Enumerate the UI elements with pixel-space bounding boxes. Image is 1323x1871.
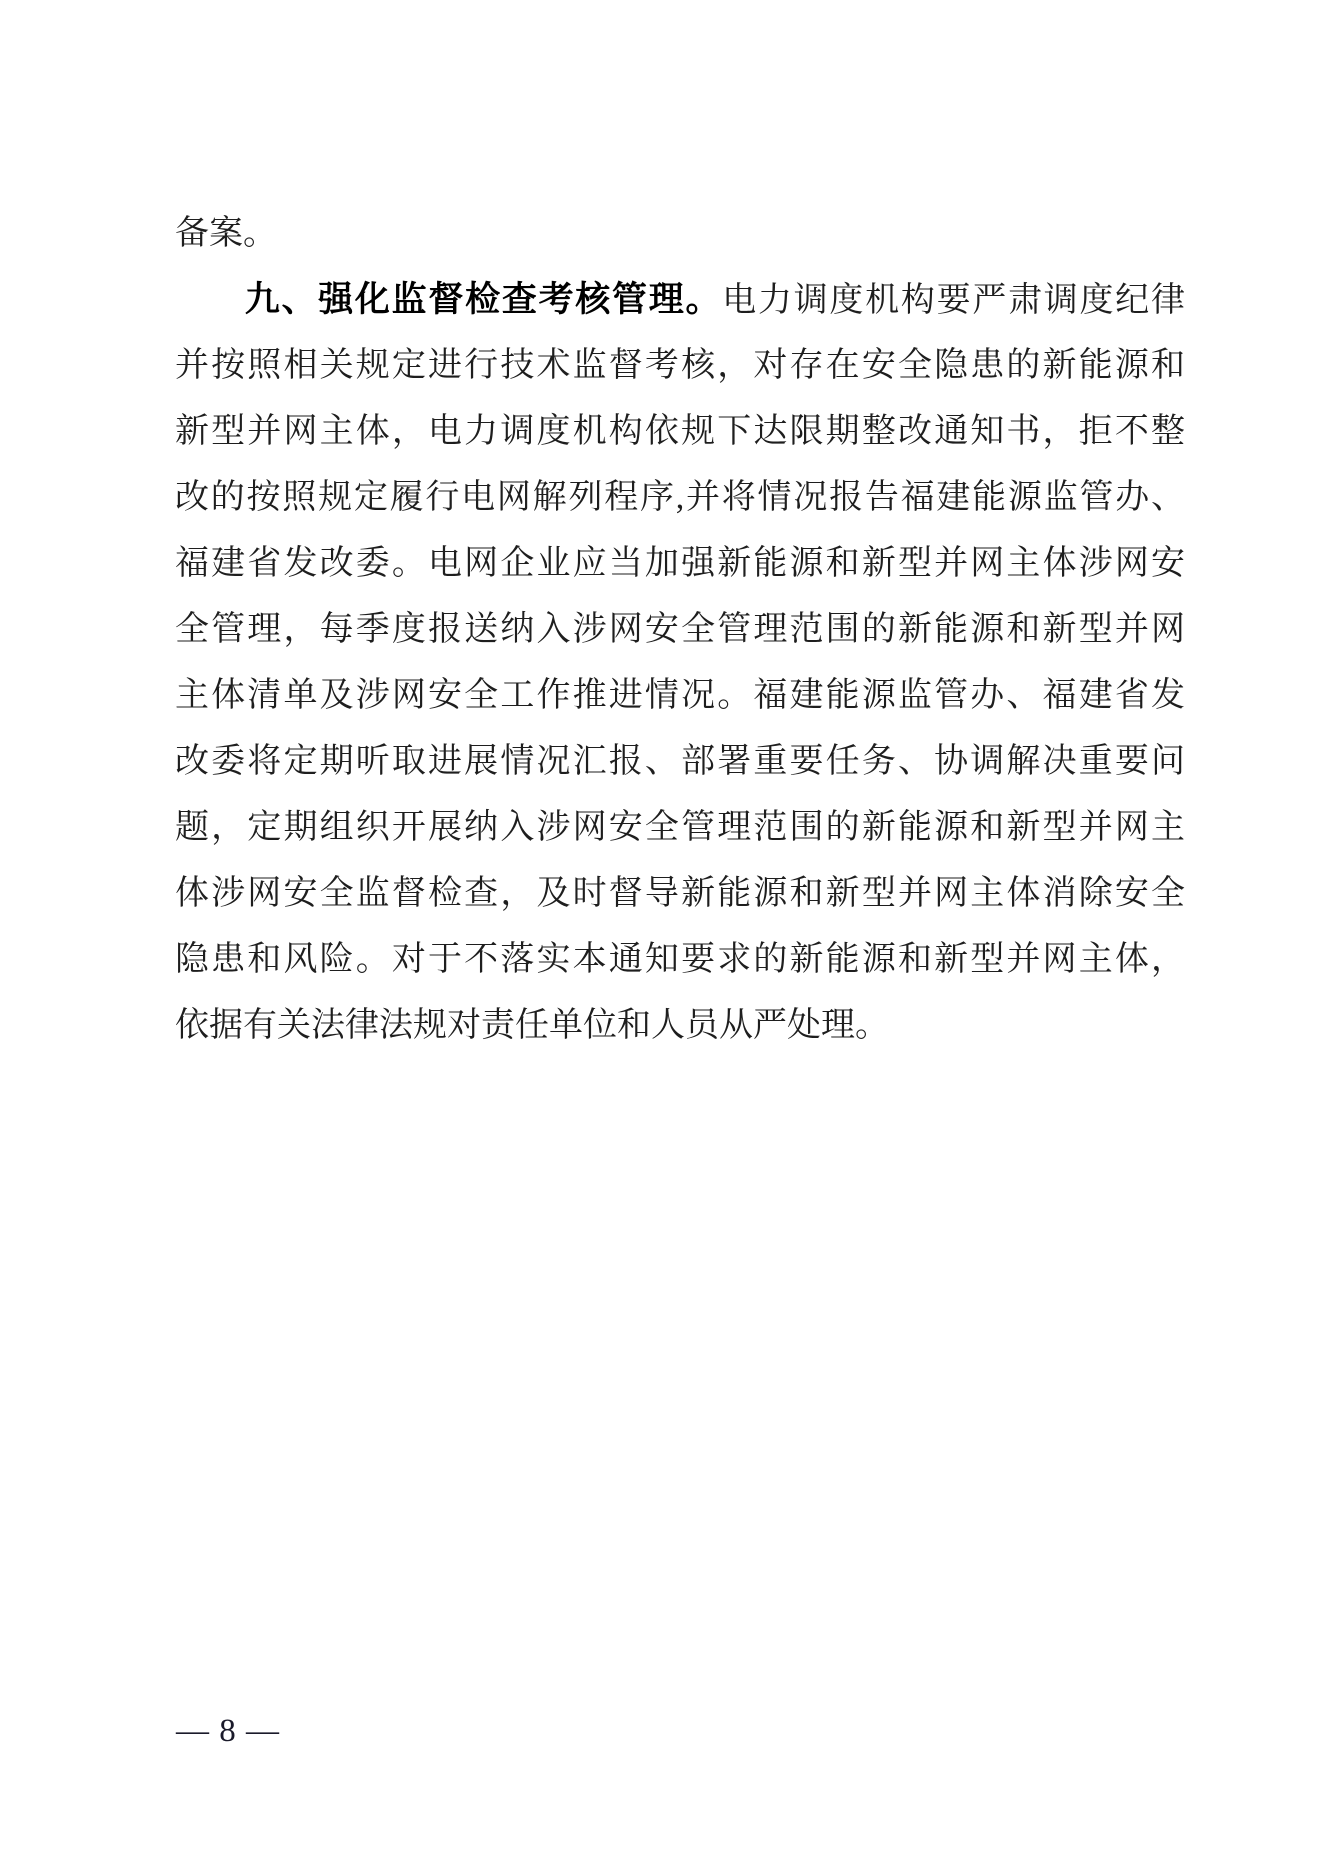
paragraph-indent (175, 310, 243, 311)
line-text: 新型并网主体，电力调度机构依规下达限期整改通知书，拒不整 (175, 413, 1185, 450)
line-text: 全管理，每季度报送纳入涉网安全管理范围的新能源和新型并网 (175, 611, 1185, 648)
text-line (175, 729, 1185, 795)
text-line (175, 861, 1185, 927)
line-text: 主体清单及涉网安全工作推进情况。福建能源监管办、福建省发 (175, 677, 1185, 714)
line-text: 并按照相关规定进行技术监督考核，对存在安全隐患的新能源和 (175, 347, 1185, 384)
text-line (175, 927, 1185, 993)
text-line (175, 267, 1185, 333)
line-text: 题，定期组织开展纳入涉网安全管理范围的新能源和新型并网主 (175, 809, 1185, 846)
text-line (175, 465, 1185, 531)
text-line (175, 795, 1185, 861)
section-heading: 九、强化监督检查考核管理。 (243, 280, 723, 319)
line-text: 电力调度机构要严肃调度纪律 (722, 282, 1185, 319)
line-text: 改委将定期听取进展情况汇报、部署重要任务、协调解决重要问 (175, 743, 1185, 780)
text-line (175, 993, 1185, 1059)
text-line (175, 201, 1185, 267)
text-line (175, 597, 1185, 663)
line-text: 福建省发改委。电网企业应当加强新能源和新型并网主体涉网安 (175, 545, 1185, 582)
line-text: 依据有关法律法规对责任单位和人员从严处理。 (175, 1007, 889, 1044)
document-body (175, 201, 1185, 1059)
line-text: 备案。 (175, 215, 277, 252)
page-number: — 8 — (176, 1713, 280, 1749)
text-line (175, 663, 1185, 729)
line-text: 改的按照规定履行电网解列程序,并将情况报告福建能源监管办、 (175, 479, 1185, 516)
text-line (175, 531, 1185, 597)
line-text: 隐患和风险。对于不落实本通知要求的新能源和新型并网主体， (175, 941, 1185, 978)
text-line (175, 333, 1185, 399)
line-text: 体涉网安全监督检查，及时督导新能源和新型并网主体消除安全 (175, 875, 1185, 912)
text-line (175, 399, 1185, 465)
